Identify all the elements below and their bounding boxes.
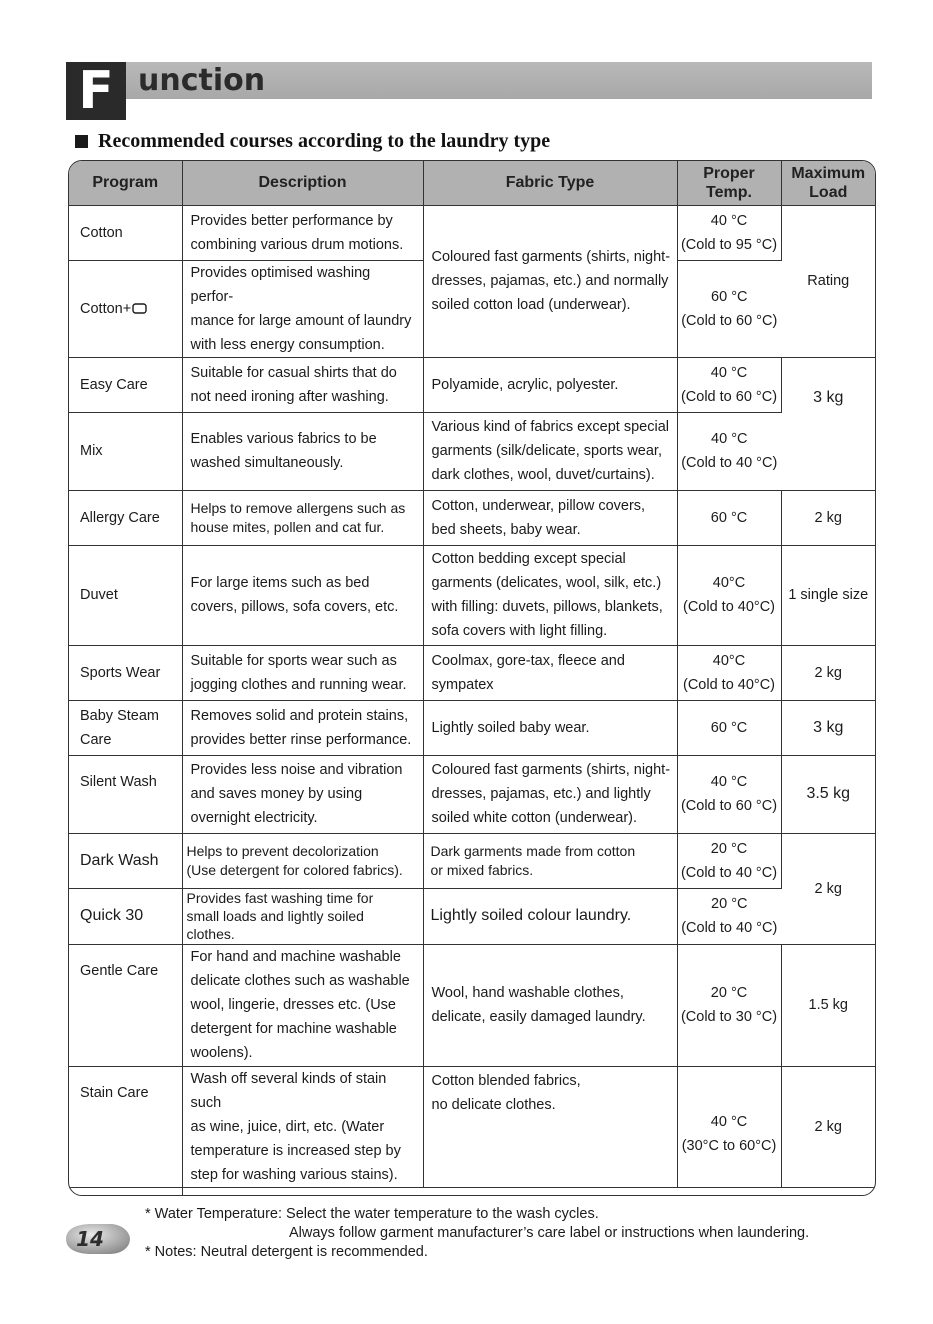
max-load: 2 kg [781,645,875,700]
program-description: Suitable for casual shirts that do not need ironing after washing. [182,357,423,412]
footnote-water-temperature: * Water Temperature: Select the water temperature to the wash cycles. [145,1206,599,1222]
proper-temp: 40°C (Cold to 40°C) [677,545,781,645]
fabric-type: Cotton blended fabrics, no delicate clothes. [423,1066,677,1187]
program-description: Suitable for sports wear such as jogging clothes and running wear. [182,645,423,700]
program-name: Quick 30 [69,888,182,944]
proper-temp: 60 °C [677,490,781,545]
program-description: For large items such as bed covers, pillows, sofa covers, etc. [182,545,423,645]
table-row [69,944,875,1066]
max-load: 3.5 kg [781,755,875,833]
table-row [69,645,875,700]
max-load: 3 kg [781,700,875,755]
table-row [69,755,875,833]
table-row [69,1187,875,1196]
footnote-care-label: Always follow garment manufacturer’s care label or instructions when laundering. [289,1225,810,1241]
program-name: Easy Care [69,357,182,412]
program-description: Provides fast washing time for small loads and lightly soiled clothes. [182,888,423,944]
fabric-type: Coolmax, gore-tax, fleece and sympatex [423,645,677,700]
program-name: Sports Wear [69,645,182,700]
proper-temp: 20 °C (Cold to 40 °C) [677,833,781,888]
max-load: 3 kg [781,357,875,490]
proper-temp: 60 °C [677,700,781,755]
proper-temp: 40°C (Cold to 40°C) [677,645,781,700]
max-load: 2 kg [781,490,875,545]
col-header-fabric: Fabric Type [423,161,677,205]
proper-temp: 40 °C (Cold to 60 °C) [677,357,781,412]
col-header-program: Program [69,161,182,205]
program-description: Enables various fabrics to be washed simultaneously. [182,412,423,490]
program-name: Cotton+ [69,260,182,357]
program-description: Helps to remove allergens such as house mites, pollen and cat fur. [182,490,423,545]
program-name: Dark Wash [69,833,182,888]
fabric-type: Lightly soiled baby wear. [423,700,677,755]
table-row [69,888,875,944]
fabric-type: Coloured fast garments (shirts, night- dresses, pajamas, etc.) and lightly soiled white cotton (underwear). [423,755,677,833]
subheading-text: Recommended courses according to the laundry type [98,129,551,152]
program-description: Provides optimised washing perfor- mance for large amount of laundry with less energy consumption. [182,260,423,357]
program-description: Wash off several kinds of stain such as wine, juice, dirt, etc. (Water temperature is increased step by step for washing various stains). [182,1066,423,1187]
program-name: Silent Wash [69,755,182,833]
proper-temp: 60 °C (Cold to 60 °C) [677,260,781,357]
footnote-detergent: * Notes: Neutral detergent is recommended. [145,1244,428,1260]
section-letter: F [66,62,126,120]
table-row [69,1066,875,1187]
table-row [69,205,875,260]
table-row [69,833,875,888]
fabric-type: Wool, hand washable clothes, delicate, easily damaged laundry. [423,944,677,1066]
proper-temp: 40 °C (30°C to 60°C) [677,1066,781,1187]
proper-temp: 40 °C (Cold to 40 °C) [677,412,781,490]
laundry-courses-table [68,160,876,1196]
max-load: Rating [781,205,875,357]
program-name: Allergy Care [69,490,182,545]
table-row [69,545,875,645]
fabric-type: Dark garments made from cotton or mixed fabrics. [423,833,677,888]
fabric-type: Polyamide, acrylic, polyester. [423,357,677,412]
program-name: Baby Steam Care [69,700,182,755]
page-number: 14 [76,1227,104,1251]
proper-temp: 20 °C (Cold to 40 °C) [677,888,781,944]
program-description [182,1187,875,1196]
program-name: Stain Care [69,1066,182,1187]
max-load: 2 kg [781,1066,875,1187]
program-description: Provides less noise and vibration and saves money by using overnight electricity. [182,755,423,833]
program-name: Mix [69,412,182,490]
eco-box-icon [132,303,147,314]
subheading [75,127,550,155]
program-description: Provides better performance by combining various drum motions. [182,205,423,260]
section-title: unction [138,63,266,98]
col-header-temp: Proper Temp. [677,161,781,205]
fabric-type: Coloured fast garments (shirts, night- dresses, pajamas, etc.) and normally soiled cotton load (underwear). [423,205,677,357]
program-description: Removes solid and protein stains, provides better rinse performance. [182,700,423,755]
proper-temp: 40 °C (Cold to 95 °C) [677,205,781,260]
square-bullet-icon [75,135,88,148]
program-name: Cotton [69,205,182,260]
fabric-type: Cotton bedding except special garments (delicates, wool, silk, etc.) with filling: duvets, pillows, blankets, sofa covers with light filling. [423,545,677,645]
table-row [69,357,875,412]
fabric-type: Various kind of fabrics except special garments (silk/delicate, sports wear, dark clothes, wool, duvet/curtains). [423,412,677,490]
header-row [69,161,875,205]
max-load: 1 single size [781,545,875,645]
proper-temp: 20 °C (Cold to 30 °C) [677,944,781,1066]
col-header-description: Description [182,161,423,205]
program-name [69,1187,182,1196]
table-row [69,412,875,490]
max-load: 2 kg [781,833,875,944]
table-row [69,700,875,755]
program-name: Duvet [69,545,182,645]
col-header-load: Maximum Load [781,161,875,205]
max-load: 1.5 kg [781,944,875,1066]
program-description: Helps to prevent decolorization (Use detergent for colored fabrics). [182,833,423,888]
program-description: For hand and machine washable delicate clothes such as washable wool, lingerie, dresses etc. (Use detergent for machine washable woolens). [182,944,423,1066]
fabric-type: Cotton, underwear, pillow covers, bed sheets, baby wear. [423,490,677,545]
fabric-type: Lightly soiled colour laundry. [423,888,677,944]
table-row [69,490,875,545]
proper-temp: 40 °C (Cold to 60 °C) [677,755,781,833]
program-name: Gentle Care [69,944,182,1066]
